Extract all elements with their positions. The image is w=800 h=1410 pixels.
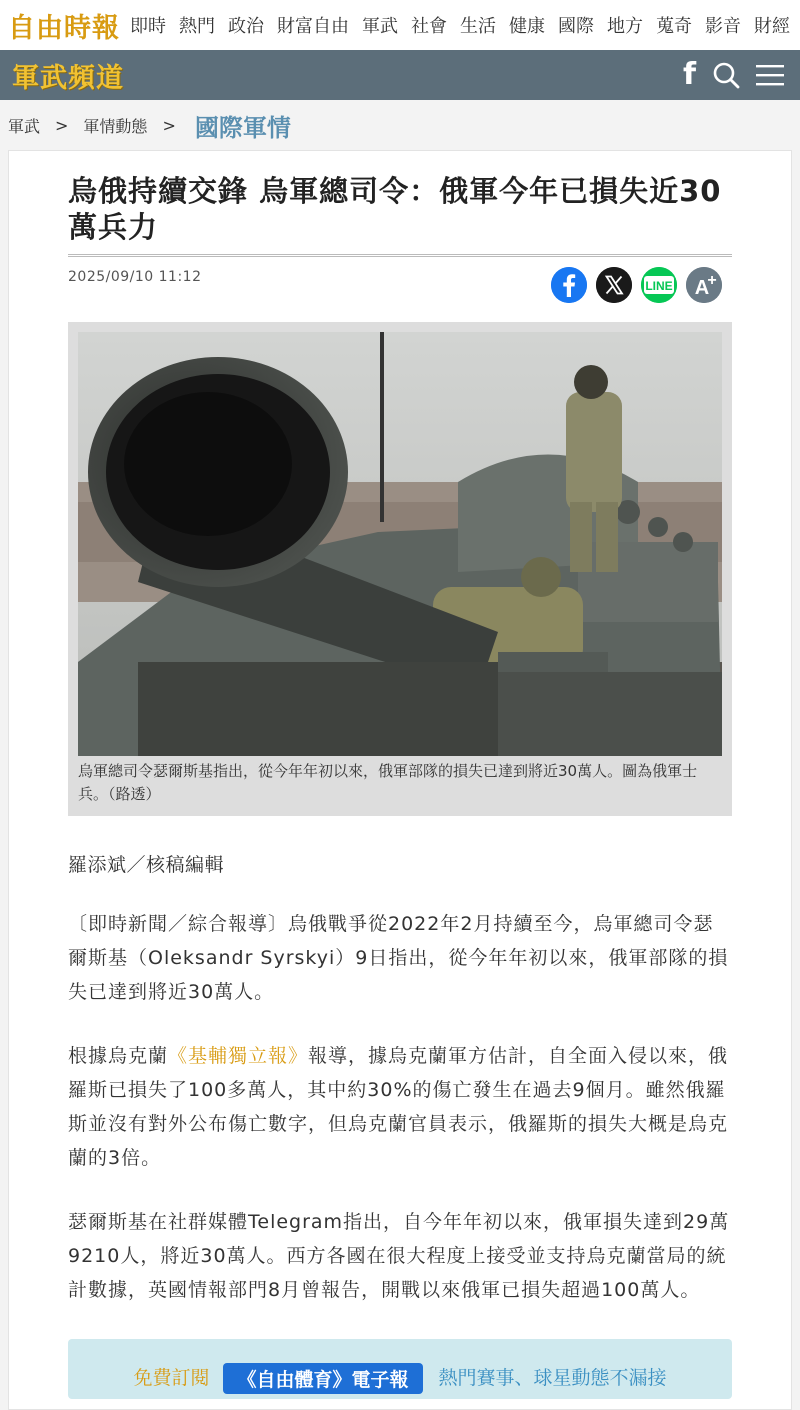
svg-text:+: +	[707, 272, 717, 289]
nav-item-life[interactable]: 生活	[460, 16, 496, 37]
nav-item-oddities[interactable]: 蒐奇	[656, 16, 692, 37]
article-card	[8, 150, 792, 1410]
article-title: 烏俄持續交鋒 烏軍總司令：俄軍今年已損失近30萬兵力	[68, 174, 722, 244]
article-meta	[68, 257, 732, 317]
breadcrumb-military[interactable]: 軍武	[8, 116, 41, 136]
article-figure	[68, 322, 732, 816]
nav-item-video[interactable]: 影音	[705, 16, 741, 37]
line-share-icon[interactable]	[641, 267, 677, 303]
article-date: 2025/09/10 11:12	[68, 269, 202, 285]
banner-subscribe-text: 免費訂閱	[133, 1367, 210, 1389]
nav-item-society[interactable]: 社會	[411, 16, 447, 37]
banner-newsletter-button[interactable]: 《自由體育》電子報	[223, 1363, 422, 1394]
newsletter-banner[interactable]	[68, 1339, 732, 1399]
x-share-icon[interactable]	[596, 267, 632, 303]
breadcrumb-current[interactable]: 國際軍情	[194, 113, 291, 142]
nav-item-world[interactable]: 國際	[558, 16, 594, 37]
nav-item-wealth[interactable]: 財富自由	[277, 16, 349, 37]
nav-item-instant[interactable]: 即時	[130, 16, 166, 37]
article-paragraph	[68, 1039, 732, 1175]
editor-credit: 羅添斌／核稿編輯	[68, 854, 225, 876]
line-icon-text: LINE	[645, 279, 673, 294]
tank-photo[interactable]	[78, 332, 722, 756]
article-body	[68, 173, 732, 1399]
nav-item-finance[interactable]: 財經	[754, 16, 790, 37]
nav-item-popular[interactable]: 熱門	[179, 16, 215, 37]
nav-item-health[interactable]: 健康	[509, 16, 545, 37]
paragraph-text: 根據烏克蘭	[68, 1045, 169, 1067]
photo-caption: 烏軍總司令瑟爾斯基指出，從今年年初以來，俄軍部隊的損失已達到將近30萬人。圖為俄軍士兵。（路透）	[78, 762, 698, 803]
article-paragraph: 瑟爾斯基在社群媒體Telegram指出，自今年年初以來，俄軍損失達到29萬9210人，將近30萬人。西方各國在很大程度上接受並支持烏克蘭當局的統計數據，英國情報部門8月曾報告，開戰以來俄軍已損失超過100萬人。	[68, 1211, 730, 1301]
channel-bar	[0, 50, 800, 100]
facebook-letter: f	[682, 57, 696, 92]
nav-item-military[interactable]: 軍武	[362, 16, 398, 37]
nav-item-politics[interactable]: 政治	[228, 16, 264, 37]
nav-links	[130, 12, 800, 38]
paragraph-text: 報導，據烏克蘭軍方估計，自全面入侵以來，俄羅斯已損失了100多萬人，其中約30%的傷亡發生在過去9個月。雖然俄羅斯並沒有對外公布傷亡數字，但烏克蘭官員表示，俄羅斯的損失大概是烏克蘭的3倍。	[68, 1045, 729, 1169]
svg-text:A: A	[694, 277, 710, 299]
facebook-share-icon[interactable]	[551, 267, 587, 303]
nav-item-local[interactable]: 地方	[607, 16, 643, 37]
menu-icon[interactable]	[756, 63, 784, 87]
breadcrumb-separator: >	[162, 115, 176, 135]
breadcrumb	[0, 100, 800, 150]
breadcrumb-news[interactable]: 軍情動態	[83, 116, 148, 136]
banner-tagline: 熱門賽事、球星動態不漏接	[438, 1367, 667, 1389]
font-size-icon[interactable]	[686, 267, 722, 303]
site-logo[interactable]: 自由時報	[8, 12, 120, 44]
breadcrumb-separator: >	[55, 115, 69, 135]
channel-logo[interactable]: 軍武頻道	[12, 62, 124, 94]
share-bar	[542, 267, 722, 303]
source-link[interactable]: 《基輔獨立報》	[168, 1045, 309, 1067]
top-nav	[0, 0, 800, 50]
facebook-icon[interactable]	[682, 57, 696, 92]
channel-bar-icons	[667, 57, 784, 92]
article-paragraph: 〔即時新聞／綜合報導〕烏俄戰爭從2022年2月持續至今，烏軍總司令瑟爾斯基（Oleksandr Syrskyi）9日指出，從今年年初以來，俄軍部隊的損失已達到將近30萬人。	[68, 913, 729, 1003]
search-icon[interactable]	[712, 61, 740, 89]
